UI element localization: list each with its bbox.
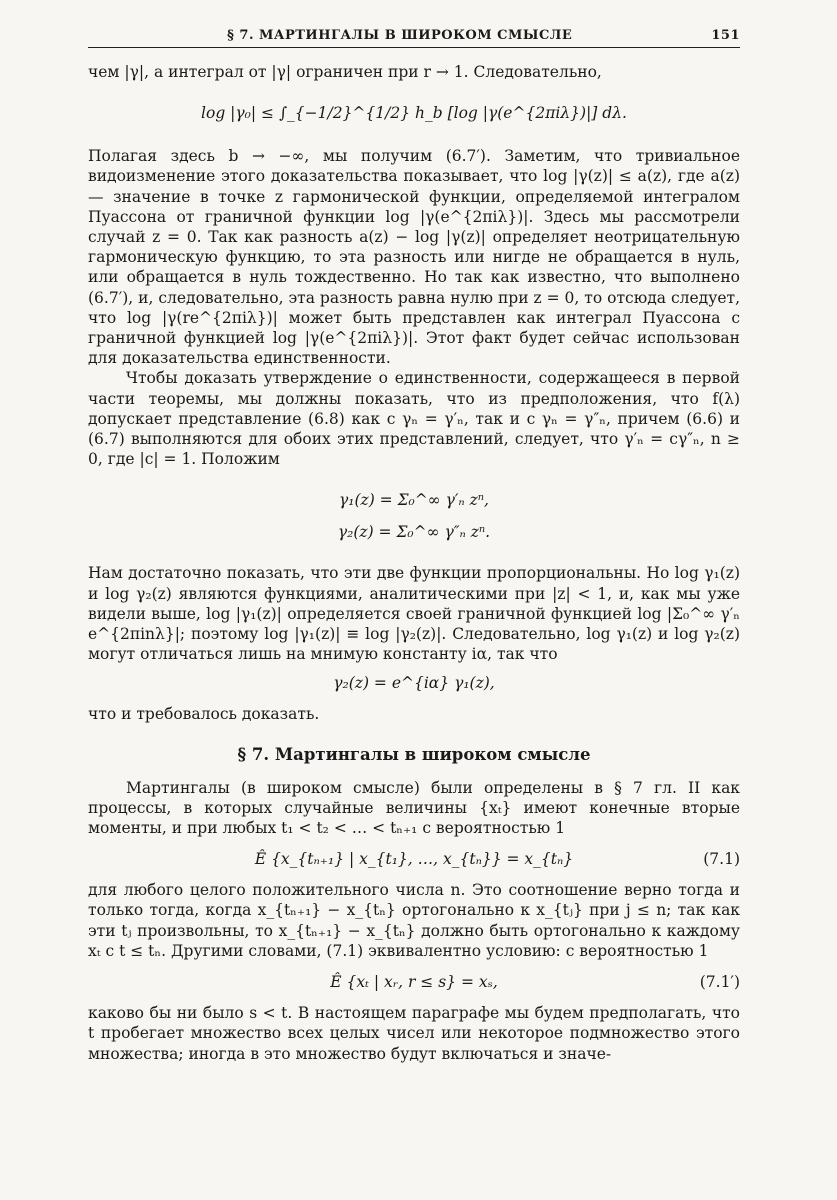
running-header <box>88 28 740 48</box>
formula-7-1-prime <box>88 973 740 991</box>
section-heading: § 7. Мартингалы в широком смысле <box>237 744 591 764</box>
paragraph-1: чем |γ|, а интеграл от |γ| ограничен при r → 1. Следовательно, <box>88 63 602 81</box>
formula-7-1 <box>88 850 740 868</box>
formula-gamma1: γ₁(z) = Σ₀^∞ γ′ₙ zⁿ, <box>339 491 489 510</box>
equation-number-7-1: (7.1) <box>703 850 740 869</box>
paragraph-5: что и требовалось доказать. <box>88 705 320 724</box>
formula-integral: log |γ₀| ≤ ∫_{−1/2}^{1/2} h_b [log |γ(e^{2πiλ})|] dλ. <box>201 104 627 123</box>
page <box>88 28 740 1064</box>
paragraph-2: Полагая здесь b → −∞, мы получим (6.7′). Заметим, что тривиальное видоизменение этого доказательства показывает, что log |γ(z)| ≤ a(z), где a(z) — значение в точке z гармонической функции, определяемой интегралом Пуассона от граничной функции log |γ(e^{2πiλ})|. Здесь мы рассмотрели случай z = 0. Так как разность a(z) − log |γ(z)| определяет неотрицательную гармоническую функцию, то эта разность или нигде не обращается в нуль, или обращается в нуль тождественно. Но так как известно, что выполнено (6.7′), и, следовательно, эта разность равна нулю при z = 0, то отсюда следует, что log |γ(re^{2πiλ})| может быть представлен как интеграл Пуассона с граничной функцией log |γ(e^{2πiλ})|. Этот факт будет сейчас использован для доказательства единственности. <box>88 147 740 368</box>
equation-number-7-1-prime: (7.1′) <box>699 973 740 992</box>
formula-gamma2: γ₂(z) = Σ₀^∞ γ″ₙ zⁿ. <box>337 523 491 542</box>
paragraph-7: для любого целого положительного числа n. Это соотношение верно тогда и только тогда, когда x_{tₙ₊₁} − x_{tₙ} ортогонально к x_{tⱼ} при j ≤ n; так как эти tⱼ произвольны, то x_{tₙ₊₁} − x_{tₙ} должно быть ортогонально к каждому xₜ с t ≤ tₙ. Другими словами, (7.1) эквивалентно условию: с вероятностью 1 <box>88 881 740 960</box>
paragraph-3: Чтобы доказать утверждение о единственности, содержащееся в первой части теоремы, мы должны показать, что из предположения, что f(λ) допускает представление (6.8) как с γₙ = γ′ₙ, так и с γₙ = γ″ₙ, причем (6.6) и (6.7) выполняются для обоих этих представлений, следует, что γ′ₙ = cγ″ₙ, n ≥ 0, где |c| = 1. Положим <box>88 369 740 469</box>
running-title: § 7. МАРТИНГАЛЫ В ШИРОКОМ СМЫСЛЕ <box>227 28 573 43</box>
formula-7-1-body: Ê {x_{tₙ₊₁} | x_{t₁}, …, x_{tₙ}} = x_{tₙ} <box>254 850 574 869</box>
paragraph-6: Мартингалы (в широком смысле) были определены в § 7 гл. II как процессы, в которых случайные величины {xₜ} имеют конечные вторые моменты, и при любых t₁ < t₂ < … < tₙ₊₁ с вероятностью 1 <box>88 778 740 838</box>
page-number: 151 <box>711 28 740 43</box>
paragraph-8: каково бы ни было s < t. В настоящем параграфе мы будем предполагать, что t пробегает множество всех целых чисел или некоторое подмножество этого множества; иногда в это множество будут включаться и значе- <box>88 1004 740 1063</box>
formula-proportional: γ₂(z) = e^{iα} γ₁(z), <box>333 674 495 693</box>
paragraph-4: Нам достаточно показать, что эти две функции пропорциональны. Но log γ₁(z) и log γ₂(z) являются функциями, аналитическими при |z| < 1, и, как мы уже видели выше, log |γ₁(z)| определяется своей граничной функцией log |Σ₀^∞ γ′ₙ e^{2πinλ}|; поэтому log |γ₁(z)| ≡ log |γ₂(z)|. Следовательно, log γ₁(z) и log γ₂(z) могут отличаться лишь на мнимую константу iα, так что <box>88 564 740 664</box>
formula-7-1-prime-body: Ê {xₜ | xᵣ, r ≤ s} = xₛ, <box>330 973 498 992</box>
